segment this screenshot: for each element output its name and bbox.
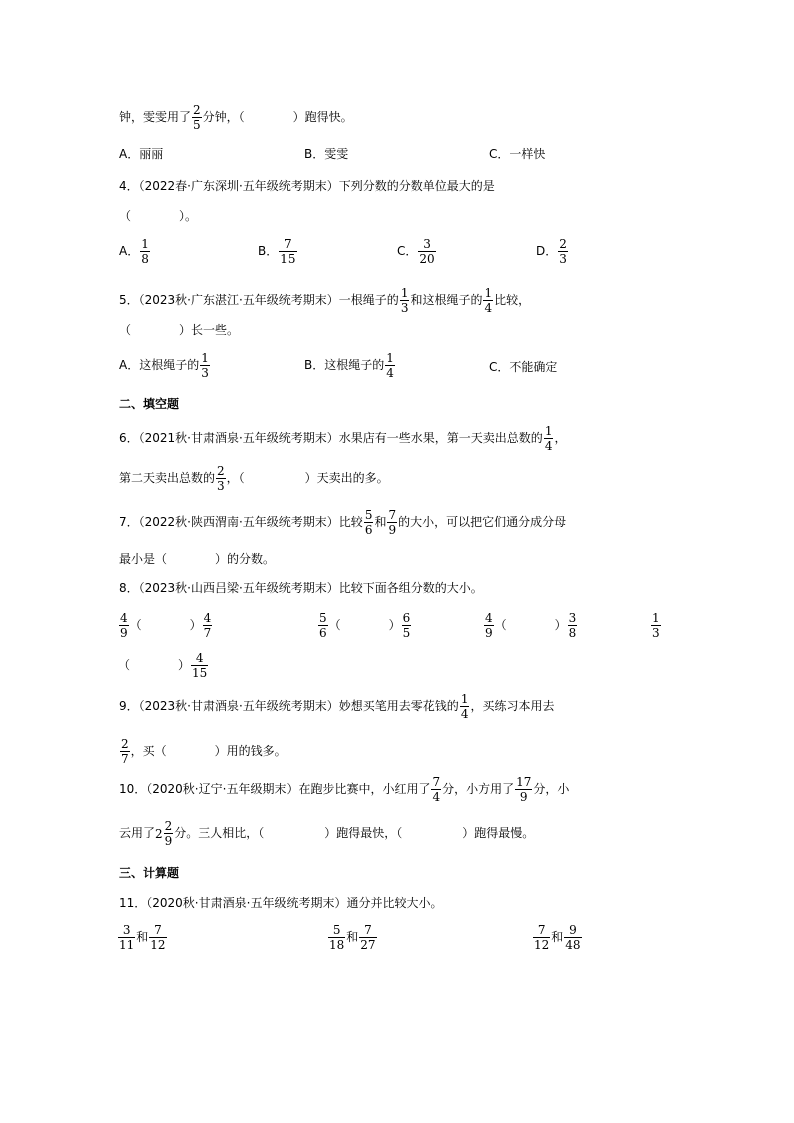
q9-line2: $\frac{2}{7}$ ，买（ ）用的钱多。: [121, 737, 287, 766]
fraction: $\frac{2}{7}$: [121, 737, 129, 766]
q10-stem: 10．（2020秋·辽宁·五年级期末）在跑步比赛中，小红用了 $\frac{7}{4}$ 分，小方用了 $\frac{17}{9}$ 分，小: [119, 775, 570, 804]
q8-pair-4-rest: [118, 652, 209, 679]
q3-line1: [119, 104, 353, 131]
fraction: $\frac{5}{18}$: [329, 923, 345, 952]
q5-option-c[interactable]: C．不能确定: [489, 360, 558, 374]
fraction: $\frac{17}{9}$: [516, 775, 532, 804]
answer-blank[interactable]: （ ）: [118, 658, 191, 672]
fraction: $\frac{7}{12}$: [150, 923, 166, 952]
q8-pair-2: [317, 612, 412, 639]
q8-pair-1: [118, 612, 213, 639]
fraction: $\frac{7}{15}$: [280, 237, 296, 266]
fraction: $\frac{1}{3}$: [201, 351, 209, 380]
q6-line2: 第二天卖出总数的 $\frac{2}{3}$ ，（ ）天卖出的多。: [119, 464, 389, 493]
q11-pair-3: $\frac{7}{12}$ 和 $\frac{9}{48}$: [534, 923, 581, 952]
q10-line2: 云用了2 $\frac{2}{9}$ 分。三人相比，（ ）跑得最快，（ ）跑得最慢。: [119, 819, 535, 848]
q4-option-c[interactable]: C． $\frac{3}{20}$: [397, 237, 435, 266]
fraction: $\frac{4}{9}$: [485, 611, 493, 640]
q3-option-a[interactable]: A．丽丽: [119, 147, 164, 161]
q6-stem: 6．（2021秋·甘肃酒泉·五年级统考期末）水果店有一些水果，第一天卖出总数的 $\frac{1}{4}$ ，: [119, 424, 567, 453]
fraction: $\frac{1}{4}$: [386, 351, 394, 380]
fraction: $\frac{1}{3}$: [400, 286, 409, 315]
fraction: $\frac{5}{6}$: [364, 508, 373, 537]
section-heading-calculation: 三、计算题: [119, 866, 180, 880]
fraction: $\frac{1}{4}$: [544, 424, 553, 453]
fraction: $\frac{4}{15}$: [192, 651, 208, 680]
q8-pair-4-first: [650, 612, 662, 639]
q3-option-b[interactable]: B．雯雯: [304, 147, 349, 161]
q7-stem: 7．（2022秋·陕西渭南·五年级统考期末）比较 $\frac{5}{6}$ 和 $\frac{7}{9}$ 的大小，可以把它们通分成分母: [119, 508, 567, 537]
fraction: $\frac{1}{4}$: [460, 692, 469, 721]
fraction: $\frac{3}{8}$: [568, 611, 577, 640]
q3-option-c[interactable]: C．一样快: [489, 147, 546, 161]
q11-pair-1: $\frac{3}{11}$ 和 $\frac{7}{12}$: [119, 923, 166, 952]
fraction: $\frac{5}{6}$: [319, 611, 327, 640]
q4-option-d[interactable]: D． $\frac{2}{3}$: [536, 237, 567, 266]
q8-stem: 8．（2023秋·山西吕梁·五年级统考期末）比较下面各组分数的大小。: [119, 581, 483, 595]
fraction: $\frac{1}{8}$: [141, 237, 149, 266]
fraction: $\frac{2}{9}$: [164, 819, 173, 848]
q5-option-a[interactable]: A．这根绳子的 $\frac{1}{3}$: [119, 351, 209, 380]
fraction: $\frac{7}{9}$: [388, 508, 397, 537]
fraction: $\frac{2}{3}$: [217, 464, 225, 493]
fraction: $\frac{6}{5}$: [402, 611, 411, 640]
q4-stem-blank: （ ）。: [119, 209, 198, 223]
q11-stem: 11．（2020秋·甘肃酒泉·五年级统考期末）通分并比较大小。: [119, 896, 443, 910]
section-heading-fill-blank: 二、填空题: [119, 397, 180, 411]
fraction: $\frac{4}{7}$: [203, 611, 212, 640]
q7-line2: 最小是（ ）的分数。: [119, 552, 276, 566]
answer-blank[interactable]: （ ）: [494, 618, 567, 632]
q4-stem: 4．（2022春·广东深圳·五年级统考期末）下列分数的分数单位最大的是: [119, 179, 495, 193]
fraction: $\frac{7}{4}$: [432, 775, 441, 804]
fraction: $\frac{2}{3}$: [559, 237, 567, 266]
q5-stem-blank: （ ）长一些。: [119, 323, 240, 337]
answer-blank[interactable]: （ ）: [328, 618, 401, 632]
fraction: $\frac{3}{11}$: [119, 923, 135, 952]
fraction: $\frac{7}{12}$: [534, 923, 550, 952]
q4-option-a[interactable]: A． $\frac{1}{8}$: [119, 237, 149, 266]
q5-option-b[interactable]: B．这根绳子的 $\frac{1}{4}$: [304, 351, 394, 380]
q4-option-b[interactable]: B． $\frac{7}{15}$: [258, 237, 296, 266]
fraction: $\frac{2}{5}$: [193, 103, 201, 132]
fraction: $\frac{1}{3}$: [652, 611, 660, 640]
fraction: $\frac{1}{4}$: [484, 286, 493, 315]
q11-pair-2: $\frac{5}{18}$ 和 $\frac{7}{27}$: [329, 923, 376, 952]
fraction: $\frac{7}{27}$: [360, 923, 376, 952]
mixed-number-whole: 2: [155, 826, 163, 841]
q5-stem: 5．（2023秋·广东湛江·五年级统考期末）一根绳子的 $\frac{1}{3}$ 和这根绳子的 $\frac{1}{4}$ 比较，: [119, 286, 531, 315]
q3-text-post: 分钟，（ ）跑得快。: [202, 110, 353, 124]
answer-blank[interactable]: （ ）: [129, 618, 202, 632]
fraction: $\frac{4}{9}$: [120, 611, 128, 640]
fraction: $\frac{9}{48}$: [565, 923, 581, 952]
q3-text-pre: 钟，雯雯用了: [119, 110, 192, 124]
q9-stem: 9．（2023秋·甘肃酒泉·五年级统考期末）妙想买笔用去零花钱的 $\frac{1}{4}$ ，买练习本用去: [119, 692, 555, 721]
q8-pair-3: [483, 612, 578, 639]
fraction: $\frac{3}{20}$: [419, 237, 435, 266]
